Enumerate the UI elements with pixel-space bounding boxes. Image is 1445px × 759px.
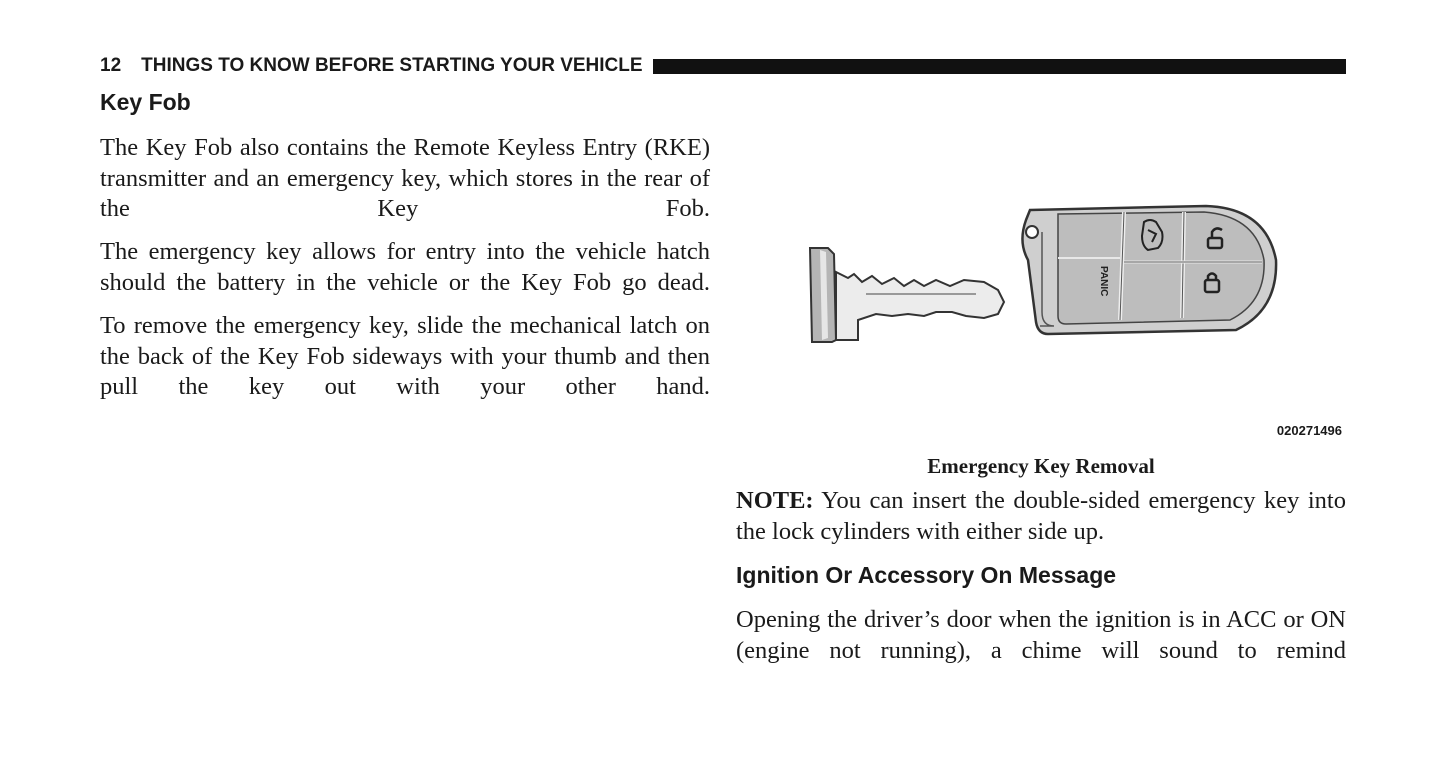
key-fob-icon: [1022, 206, 1276, 334]
key-fob-paragraph-1: The Key Fob also contains the Remote Keyless Entry (RKE) transmitter and an emergency key, which stores in the rear of the Key Fob.: [100, 134, 710, 222]
running-header: [100, 54, 1346, 78]
figure-caption: Emergency Key Removal: [927, 454, 1155, 478]
note-paragraph: [736, 486, 1346, 547]
page-number: 12: [100, 55, 122, 76]
ignition-heading: Ignition Or Accessory On Message: [736, 562, 1117, 588]
key-fob-illustration: [736, 190, 1346, 440]
ignition-paragraph: Opening the driver’s door when the ignition is in ACC or ON (engine not running), a chime will sound to remind: [736, 606, 1346, 664]
emergency-key-icon: [810, 248, 1004, 342]
key-fob-paragraph-3: To remove the emergency key, slide the mechanical latch on the back of the Key Fob sideways with your thumb and then pull the key out with your other hand.: [100, 312, 710, 400]
section-title: THINGS TO KNOW BEFORE STARTING YOUR VEHICLE: [141, 55, 643, 76]
key-fob-heading: Key Fob: [100, 89, 191, 115]
emergency-key-figure: [736, 190, 1346, 440]
key-fob-paragraph-2: The emergency key allows for entry into the vehicle hatch should the battery in the vehicle or the Key Fob go dead.: [100, 238, 710, 296]
figure-code: 020271496: [1276, 423, 1342, 438]
note-label: NOTE:: [736, 487, 814, 514]
note-text: You can insert the double-sided emergency key into the lock cylinders with either side up.: [736, 487, 1346, 545]
panic-button-label: PANIC: [1098, 266, 1109, 297]
header-rule: [653, 59, 1346, 74]
